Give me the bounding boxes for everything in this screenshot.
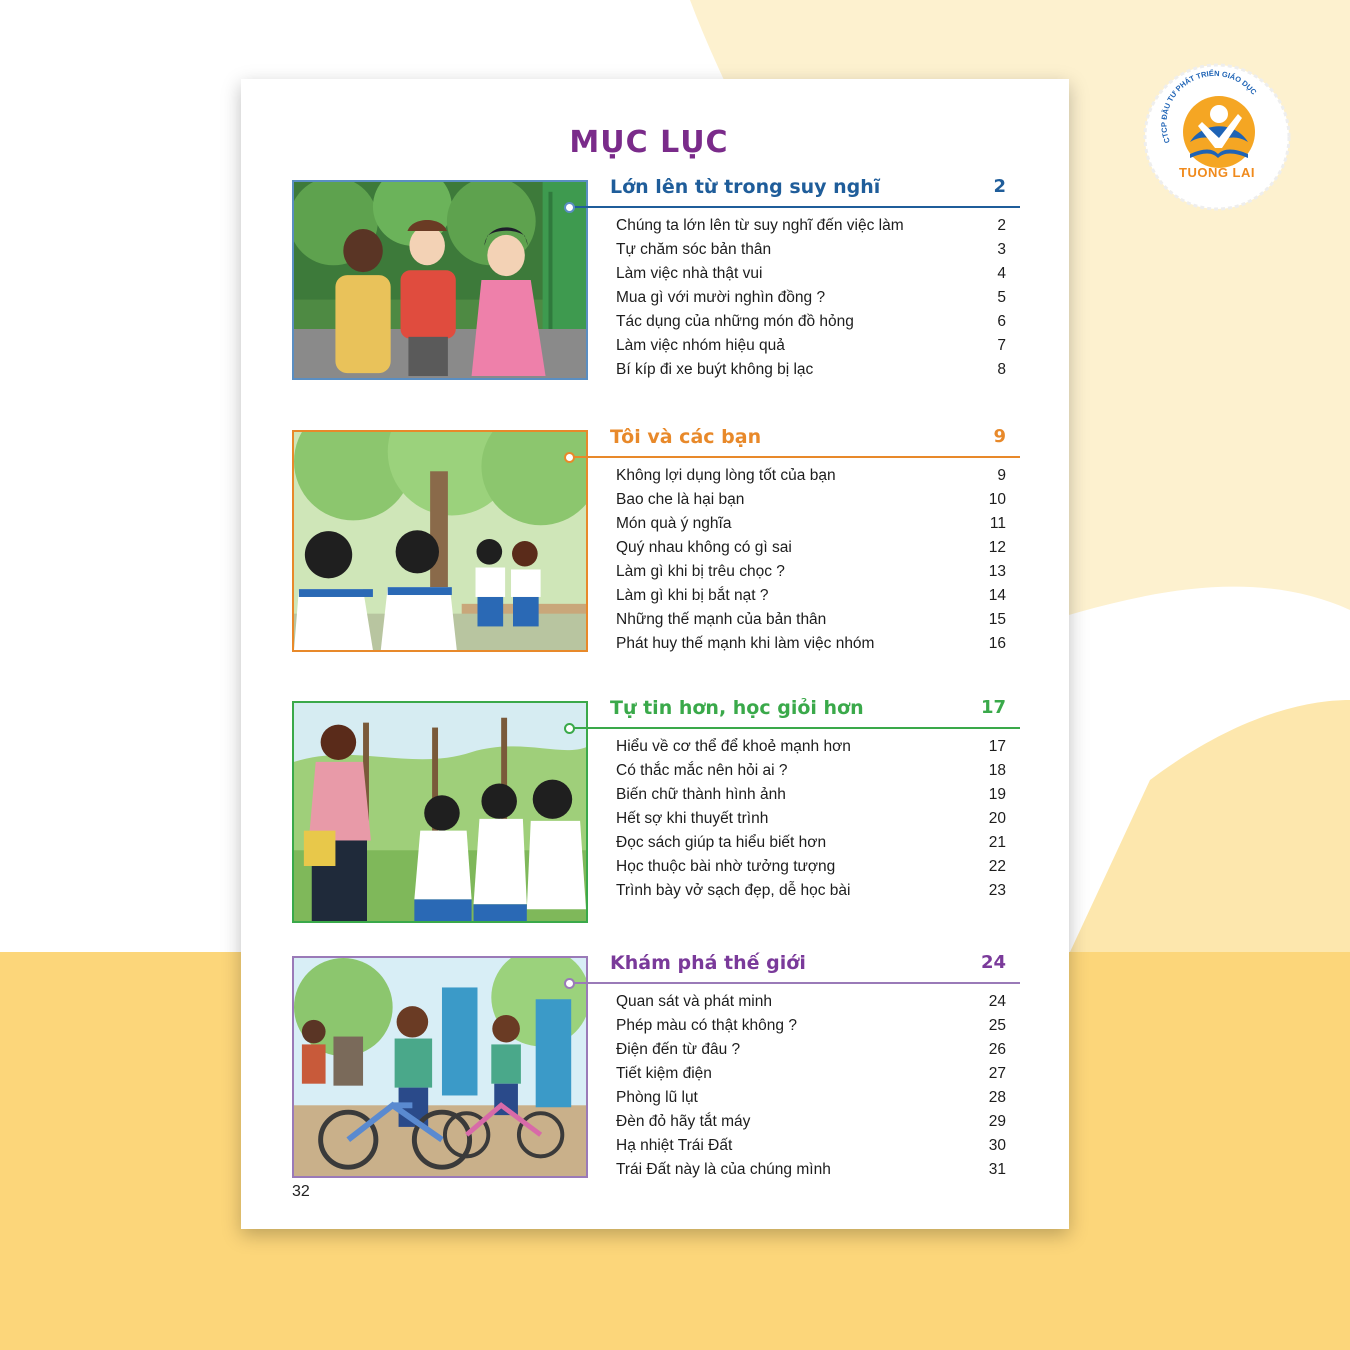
toc-entry-label: Điện đến từ đâu ? [616, 1041, 741, 1058]
toc-entry[interactable] [616, 879, 1006, 903]
toc-entry[interactable] [616, 488, 1006, 512]
toc-entry-page: 17 [988, 738, 1006, 755]
toc-entry-label: Bao che là hại bạn [616, 491, 745, 508]
section-1-items [616, 214, 1006, 382]
section-3-items [616, 735, 1006, 903]
toc-entry-label: Hạ nhiệt Trái Đất [616, 1137, 733, 1154]
toc-entry-label: Tác dụng của những món đồ hỏng [616, 313, 854, 330]
toc-entry-page: 20 [988, 810, 1006, 827]
toc-entry-page: 10 [988, 491, 1006, 508]
toc-entry-page: 21 [988, 834, 1006, 851]
section-4-header [610, 952, 1006, 982]
toc-entry-label: Hết sợ khi thuyết trình [616, 810, 769, 827]
toc-entry-page: 6 [997, 313, 1006, 330]
toc-entry-page: 18 [988, 762, 1006, 779]
toc-entry-label: Mua gì với mười nghìn đồng ? [616, 289, 826, 306]
section-2-page: 9 [993, 426, 1006, 447]
section-4-title: Khám phá thế giới [610, 952, 806, 974]
toc-entry-label: Học thuộc bài nhờ tưởng tượng [616, 858, 836, 875]
toc-entry[interactable] [616, 783, 1006, 807]
toc-entry-label: Không lợi dụng lòng tốt của bạn [616, 467, 836, 484]
page-number: 32 [292, 1183, 310, 1200]
toc-entry-page: 14 [988, 587, 1006, 604]
section-2-header [610, 426, 1006, 456]
section-2-rule [567, 456, 1020, 458]
toc-entry-page: 31 [988, 1161, 1006, 1178]
toc-entry-page: 11 [989, 515, 1006, 532]
toc-entry-page: 28 [988, 1089, 1006, 1106]
toc-entry-label: Chúng ta lớn lên từ suy nghĩ đến việc làm [616, 217, 904, 234]
tuong-lai-logo [1142, 62, 1292, 212]
toc-entry-label: Hiểu về cơ thể để khoẻ mạnh hơn [616, 738, 851, 755]
toc-entry[interactable] [616, 1014, 1006, 1038]
toc-entry-page: 3 [997, 241, 1006, 258]
toc-entry[interactable] [616, 334, 1006, 358]
toc-entry-label: Món quà ý nghĩa [616, 515, 732, 532]
toc-entry-page: 16 [988, 635, 1006, 652]
section-2-rule-dot [564, 452, 575, 463]
section-2-illustration [292, 430, 588, 652]
section-4-items [616, 990, 1006, 1182]
logo-brand-text: TUONG LAI [1179, 165, 1255, 180]
section-3-page: 17 [980, 697, 1006, 718]
section-1-rule [567, 206, 1020, 208]
section-3-header [610, 697, 1006, 727]
toc-entry[interactable] [616, 632, 1006, 656]
toc-entry-page: 26 [988, 1041, 1006, 1058]
page-title: MỤC LỤC [569, 125, 729, 160]
toc-entry[interactable] [616, 608, 1006, 632]
section-4-illustration [292, 956, 588, 1178]
toc-entry-page: 22 [988, 858, 1006, 875]
toc-entry-label: Những thế mạnh của bản thân [616, 611, 827, 628]
toc-entry[interactable] [616, 759, 1006, 783]
toc-entry-label: Trái Đất này là của chúng mình [616, 1161, 831, 1178]
toc-entry[interactable] [616, 512, 1006, 536]
toc-entry-page: 23 [988, 882, 1006, 899]
section-3 [292, 697, 1022, 925]
toc-entry-page: 29 [988, 1113, 1006, 1130]
toc-entry-page: 30 [988, 1137, 1006, 1154]
toc-entry-page: 15 [988, 611, 1006, 628]
toc-entry[interactable] [616, 560, 1006, 584]
toc-entry-label: Làm gì khi bị bắt nạt ? [616, 587, 769, 604]
section-1-page: 2 [993, 176, 1006, 197]
section-2-items [616, 464, 1006, 656]
toc-entry[interactable] [616, 807, 1006, 831]
section-1-rule-dot [564, 202, 575, 213]
toc-entry-page: 4 [997, 265, 1006, 282]
section-4-rule [567, 982, 1020, 984]
toc-entry-label: Trình bày vở sạch đẹp, dễ học bài [616, 882, 851, 899]
toc-entry[interactable] [616, 1086, 1006, 1110]
toc-entry-page: 5 [997, 289, 1006, 306]
section-3-title: Tự tin hơn, học giỏi hơn [610, 697, 864, 719]
toc-entry-page: 25 [988, 1017, 1006, 1034]
toc-entry[interactable] [616, 855, 1006, 879]
section-1 [292, 176, 1022, 390]
toc-entry-page: 24 [988, 993, 1006, 1010]
toc-entry[interactable] [616, 1062, 1006, 1086]
toc-entry-label: Tiết kiệm điện [616, 1065, 712, 1082]
toc-entry-label: Phát huy thế mạnh khi làm việc nhóm [616, 635, 875, 652]
toc-entry-label: Quan sát và phát minh [616, 993, 772, 1010]
toc-entry[interactable] [616, 358, 1006, 382]
toc-entry-label: Phòng lũ lụt [616, 1089, 698, 1106]
section-3-rule [567, 727, 1020, 729]
toc-entry-label: Tự chăm sóc bản thân [616, 241, 772, 258]
toc-entry-page: 9 [997, 467, 1006, 484]
logo-arc-text: CTCP ĐẦU TƯ PHÁT TRIỂN GIÁO DỤC [1159, 68, 1259, 145]
toc-entry-label: Đọc sách giúp ta hiểu biết hơn [616, 834, 827, 851]
toc-entry-label: Có thắc mắc nên hỏi ai ? [616, 762, 788, 779]
toc-entry[interactable] [616, 1158, 1006, 1182]
toc-entry-page: 13 [988, 563, 1006, 580]
section-2-title: Tôi và các bạn [610, 426, 762, 448]
section-4-page: 24 [980, 952, 1006, 973]
toc-entry-label: Làm gì khi bị trêu chọc ? [616, 563, 785, 580]
toc-entry-page: 27 [988, 1065, 1006, 1082]
section-3-rule-dot [564, 723, 575, 734]
toc-entry-label: Bí kíp đi xe buýt không bị lạc [616, 361, 814, 378]
section-4 [292, 952, 1022, 1180]
toc-entry[interactable] [616, 831, 1006, 855]
toc-entry[interactable] [616, 990, 1006, 1014]
toc-entry[interactable] [616, 1110, 1006, 1134]
toc-entry[interactable] [616, 1134, 1006, 1158]
book-page [241, 79, 1069, 1229]
toc-entry[interactable] [616, 310, 1006, 334]
toc-entry[interactable] [616, 214, 1006, 238]
toc-entry[interactable] [616, 286, 1006, 310]
toc-entry[interactable] [616, 464, 1006, 488]
section-4-rule-dot [564, 978, 575, 989]
toc-entry[interactable] [616, 262, 1006, 286]
toc-entry-label: Quý nhau không có gì sai [616, 539, 792, 556]
toc-entry-label: Làm việc nhóm hiệu quả [616, 337, 785, 354]
toc-entry-label: Đèn đỏ hãy tắt máy [616, 1113, 751, 1130]
toc-entry-label: Phép màu có thật không ? [616, 1017, 797, 1034]
section-3-illustration [292, 701, 588, 923]
toc-entry[interactable] [616, 536, 1006, 560]
section-2 [292, 426, 1022, 660]
toc-entry-page: 2 [997, 217, 1006, 234]
toc-entry[interactable] [616, 584, 1006, 608]
toc-entry-page: 8 [997, 361, 1006, 378]
section-1-illustration [292, 180, 588, 380]
toc-entry[interactable] [616, 735, 1006, 759]
toc-entry-label: Làm việc nhà thật vui [616, 265, 763, 282]
toc-entry-page: 12 [988, 539, 1006, 556]
section-1-header [610, 176, 1006, 206]
toc-entry[interactable] [616, 238, 1006, 262]
toc-entry[interactable] [616, 1038, 1006, 1062]
toc-entry-page: 7 [997, 337, 1006, 354]
toc-entry-page: 19 [988, 786, 1006, 803]
toc-entry-label: Biến chữ thành hình ảnh [616, 786, 786, 803]
section-1-title: Lớn lên từ trong suy nghĩ [610, 176, 881, 198]
